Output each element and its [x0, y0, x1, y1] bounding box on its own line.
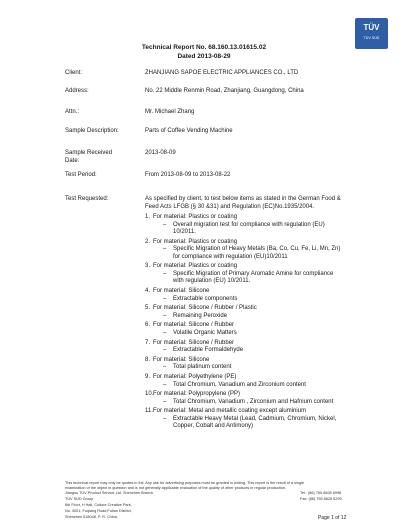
report-number: Technical Report No. 68.160.13.01615.02	[141, 44, 267, 51]
request-item	[145, 391, 345, 406]
request-item-number: 7.	[145, 339, 151, 346]
request-item-heading	[145, 408, 345, 416]
request-item-test-text: Total Chromium, Vanadium , Zirconium and Hafnium content	[173, 398, 334, 405]
request-item	[145, 288, 345, 303]
sample-received-label-date: Date:	[65, 158, 80, 164]
dash-bullet-icon: –	[163, 329, 167, 336]
report-title	[0, 44, 408, 62]
request-item-test-text: Extractable components	[173, 295, 238, 302]
request-item-number: 11.	[145, 408, 153, 415]
request-item-material: For material: Plastics or coating	[153, 238, 238, 245]
request-item-heading	[145, 357, 345, 365]
address-value: No. 22 Middle Renmin Road, Zhanjiang, Guangdong, China	[145, 88, 304, 94]
request-item-number: 10.	[145, 391, 154, 398]
request-item-test-text: Overall migration test for compliance with regulation (EU) 10/2011.	[173, 221, 325, 235]
dash-bullet-icon: –	[163, 415, 167, 422]
request-item-test	[145, 271, 345, 286]
company-name: Jiangsu TÜV Product Service Ltd. Shenzhen Branch	[65, 491, 154, 495]
client-label: Client:	[65, 70, 83, 76]
request-item-heading	[145, 374, 345, 382]
sample-received-label: Sample Received	[65, 150, 113, 156]
dash-bullet-icon: –	[163, 295, 167, 302]
dash-bullet-icon: –	[163, 364, 167, 371]
report-date: Dated 2013-08-29	[177, 52, 231, 60]
request-item-number: 3.	[145, 263, 151, 270]
request-item-test-text: Extractable Formaldehyde	[173, 347, 244, 354]
request-item-heading	[145, 391, 345, 399]
dash-bullet-icon: –	[163, 246, 167, 253]
group-name: TÜV SÜD Group	[65, 497, 94, 501]
request-item-number: 5.	[145, 305, 151, 312]
request-item	[145, 408, 345, 431]
test-requested-section	[145, 196, 345, 433]
request-item-test-text: Specific Migration of Heavy Metals (Ba, Co, Cu, Fe, Li, Mn, Zn) for compliance with regulation (EU)10/2011	[173, 246, 341, 260]
request-item-number: 9.	[145, 374, 151, 380]
request-item	[145, 263, 345, 286]
tel: Tel.: (86) 755 8828 6998	[300, 491, 342, 495]
request-item-material: For material: Metal and metallic coating except aluminium	[153, 408, 307, 415]
dash-bullet-icon: –	[163, 347, 167, 354]
request-item-heading	[145, 288, 345, 296]
address-label: Address:	[65, 88, 89, 94]
request-item-number: 2.	[145, 238, 151, 245]
dash-bullet-icon: –	[163, 312, 167, 319]
fax: Fax: (86) 755 8828 5299	[300, 497, 342, 501]
request-item-test	[145, 313, 345, 321]
request-item	[145, 374, 345, 389]
dash-bullet-icon: –	[163, 398, 167, 405]
request-item-number: 4.	[145, 288, 151, 295]
request-item-test-text: Extractable Heavy Metal (Lead, Cadmium, Chromium, Nickel, Copper, Cobalt and Antimony)	[173, 415, 337, 430]
request-item-material: For material: Polypropylene (PP)	[153, 391, 241, 398]
request-item-test-text: Total Chromium, Vanadium and Zirconium content	[173, 381, 306, 388]
request-item-number: 6.	[145, 322, 151, 329]
request-item-test	[145, 246, 345, 261]
request-item	[145, 305, 345, 320]
request-item-heading	[145, 214, 345, 222]
test-period-label: Test Period:	[65, 172, 97, 178]
request-item-heading	[145, 322, 345, 330]
client-value: ZHANJIANG SAPOE ELECTRIC APPLIANCES CO., LTD	[145, 70, 299, 76]
disclaimer-line-2: examination of the object in question and is not generally applicable evaluation of the quality of other products in regular production.	[65, 486, 286, 490]
dash-bullet-icon: –	[163, 381, 167, 388]
request-item	[145, 357, 345, 372]
address-line-2: No. 4001, Fuqiang Road,Futian District,	[65, 509, 132, 513]
request-item-material: For material: Polyethylene (PE)	[153, 374, 237, 380]
request-item	[145, 239, 345, 262]
request-item	[145, 340, 345, 355]
request-item-material: For material: Silicone	[153, 356, 210, 363]
request-item-test	[145, 399, 345, 407]
sample-description-value: Parts of Coffee Vending Machine	[145, 128, 233, 134]
logo-subtext: TÜV SÜD	[363, 36, 380, 40]
attn-value: Mr. Michael Zhang	[145, 109, 195, 115]
request-item-heading	[145, 263, 345, 271]
request-item-material: For material: Silicone / Rubber	[153, 339, 235, 346]
logo-text: TÜV	[363, 23, 380, 32]
request-item-test-text: Specific Migration of Primary Aromatic Amine for compliance with regulation (EU) 10/2011.	[173, 270, 334, 285]
request-item-test	[145, 347, 345, 355]
request-item-material: For material: Silicone	[153, 288, 210, 295]
request-item-material: For material: Silicone / Rubber / Plastic	[153, 305, 257, 312]
request-item-number: 8.	[145, 356, 151, 363]
request-item	[145, 214, 345, 237]
request-item-test	[145, 330, 345, 338]
test-period-value: From 2013-08-09 to 2013-08-22	[145, 172, 231, 178]
request-item-number: 1.	[145, 214, 151, 220]
request-item-test-text: Total platinum content	[173, 364, 232, 371]
request-item-heading	[145, 305, 345, 313]
sample-description-label: Sample Description:	[65, 128, 119, 134]
dash-bullet-icon: –	[163, 221, 167, 228]
request-item	[145, 322, 345, 337]
address-line-1: 6th Floor, H Hall, Culture Creative Park,	[65, 503, 132, 507]
request-item-test	[145, 296, 345, 304]
dash-bullet-icon: –	[163, 270, 167, 277]
request-item-test	[145, 382, 345, 390]
request-item-test-text: Volatile Organic Matters	[173, 329, 237, 336]
request-item-test	[145, 364, 345, 372]
request-item-material: For material: Silicone / Rubber	[153, 322, 235, 329]
request-item-material: For material: Plastics or coating	[153, 263, 238, 270]
request-items-list	[145, 214, 345, 431]
request-intro: As specified by client, to test below items as stated in the German Food & Feed Acts LFGB (§ 30 &31) and Regulation (EC)No.1935/2004.	[145, 196, 341, 210]
request-item-test	[145, 416, 345, 431]
request-item-heading	[145, 239, 345, 247]
attn-label: Attn.:	[65, 109, 80, 115]
request-item-heading	[145, 340, 345, 348]
sample-received-value: 2013-08-09	[145, 150, 176, 156]
request-item-test	[145, 222, 345, 237]
address-line-3: Shenzhen 518048, P. R. China	[65, 515, 117, 519]
request-item-material: For material: Plastics or coating	[153, 214, 238, 220]
disclaimer-line-1: This technical report may only be quoted in full. Any use for advertising purposes must be granted in writing. This report is the result of a single	[65, 481, 305, 485]
request-item-test-text: Remaining Peroxide	[173, 312, 228, 319]
page-number: Page 1 of 12	[318, 515, 347, 521]
test-requested-label: Test Requested:	[65, 196, 109, 202]
